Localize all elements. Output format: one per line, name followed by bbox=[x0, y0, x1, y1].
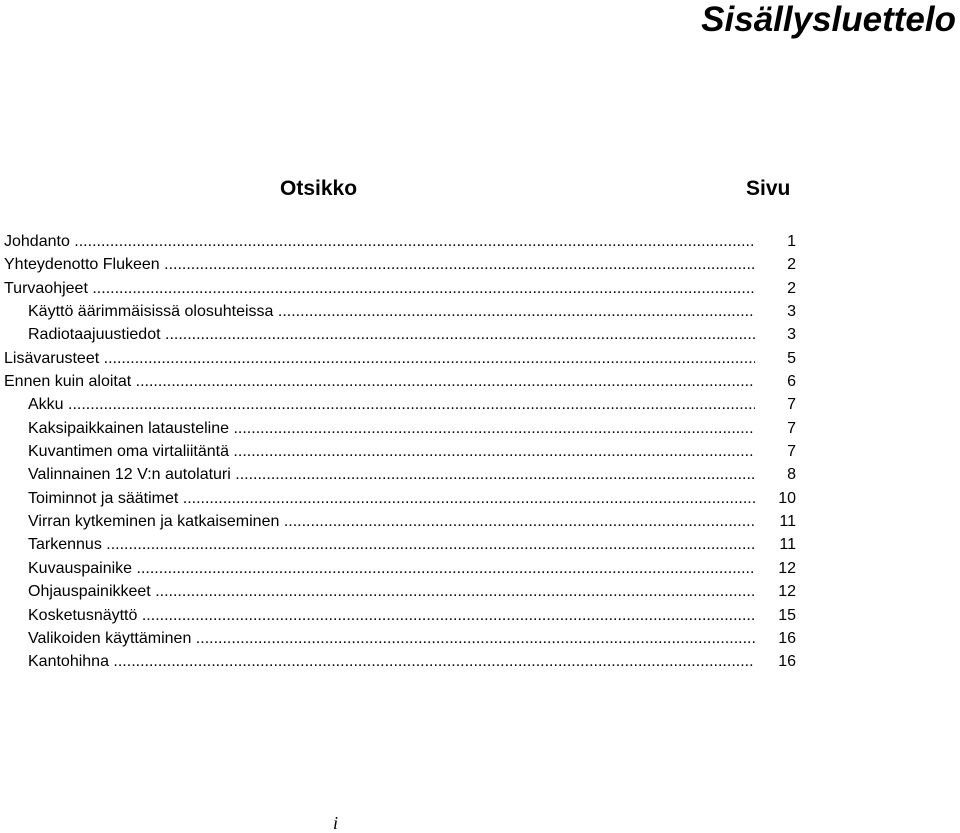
toc-entry-title: Kuvauspainike ..... bbox=[28, 557, 755, 580]
toc-entry-page-number: 3 bbox=[787, 326, 796, 344]
toc-entry-title: Kosketusnäyttö ..... bbox=[28, 604, 755, 627]
toc-entry-title: Yhteydenotto Flukeen ..... bbox=[4, 253, 755, 276]
toc-entry[interactable] bbox=[0, 627, 960, 650]
toc-entry-title: Valikoiden käyttäminen ..... bbox=[28, 627, 755, 650]
toc-entry[interactable] bbox=[0, 370, 960, 393]
column-header-title: Otsikko bbox=[280, 177, 358, 200]
toc-entry-title: Tarkennus ..... bbox=[28, 533, 755, 556]
toc-entry-page-number: 2 bbox=[787, 279, 796, 297]
toc-entry[interactable] bbox=[0, 347, 960, 370]
toc-entry-page-number: 11 bbox=[779, 513, 796, 531]
toc-entry-page-number: 2 bbox=[787, 256, 796, 274]
toc-entry-title: Akku ..... bbox=[28, 393, 755, 416]
footer-page-number: i bbox=[333, 813, 339, 833]
page-title: Sisällysluettelo bbox=[701, 0, 956, 39]
toc-entry-page-number: 6 bbox=[787, 373, 796, 391]
toc-entry[interactable] bbox=[0, 463, 960, 486]
toc-entry[interactable] bbox=[0, 393, 960, 416]
toc-entry-title: Lisävarusteet ..... bbox=[4, 347, 755, 370]
toc-entry-title: Johdanto ..... bbox=[4, 230, 755, 253]
toc-entry-page-number: 7 bbox=[787, 443, 796, 461]
toc-entry-title: Ohjauspainikkeet ..... bbox=[28, 580, 755, 603]
toc-entry-page-number: 7 bbox=[787, 396, 796, 414]
table-of-contents bbox=[0, 230, 960, 674]
toc-entry-title: Kaksipaikkainen latausteline ..... bbox=[28, 417, 755, 440]
toc-entry[interactable] bbox=[0, 510, 960, 533]
toc-entry-page-number: 5 bbox=[787, 349, 796, 367]
column-header-page: Sivu bbox=[746, 177, 791, 200]
toc-entry-title: Kuvantimen oma virtaliitäntä ..... bbox=[28, 440, 755, 463]
toc-entry[interactable] bbox=[0, 277, 960, 300]
toc-entry[interactable] bbox=[0, 650, 960, 673]
toc-entry-title: Toiminnot ja säätimet ..... bbox=[28, 487, 755, 510]
toc-entry[interactable] bbox=[0, 440, 960, 463]
toc-entry[interactable] bbox=[0, 323, 960, 346]
toc-entry-title: Käyttö äärimmäisissä olosuhteissa ..... bbox=[28, 300, 755, 323]
toc-entry-page-number: 16 bbox=[778, 629, 796, 647]
toc-entry-title: Virran kytkeminen ja katkaiseminen ..... bbox=[28, 510, 755, 533]
toc-entry[interactable] bbox=[0, 417, 960, 440]
toc-entry-title: Radiotaajuustiedot ..... bbox=[28, 323, 755, 346]
toc-entry[interactable] bbox=[0, 533, 960, 556]
toc-entry-title: Ennen kuin aloitat ..... bbox=[4, 370, 755, 393]
toc-entry-page-number: 8 bbox=[787, 466, 796, 484]
toc-entry-title: Valinnainen 12 V:n autolaturi ..... bbox=[28, 463, 755, 486]
toc-entry-page-number: 10 bbox=[778, 489, 796, 507]
toc-entry[interactable] bbox=[0, 604, 960, 627]
toc-entry-page-number: 12 bbox=[778, 583, 796, 601]
toc-entry-title: Kantohihna ..... bbox=[28, 650, 755, 673]
toc-entry[interactable] bbox=[0, 300, 960, 323]
toc-entry[interactable] bbox=[0, 487, 960, 510]
toc-entry-page-number: 3 bbox=[787, 303, 796, 321]
toc-entry[interactable] bbox=[0, 230, 960, 253]
toc-entry-page-number: 12 bbox=[778, 559, 796, 577]
toc-entry-title: Turvaohjeet ..... bbox=[4, 277, 755, 300]
toc-entry-page-number: 15 bbox=[778, 606, 796, 624]
toc-entry[interactable] bbox=[0, 253, 960, 276]
toc-entry-page-number: 11 bbox=[779, 536, 796, 554]
toc-entry-page-number: 7 bbox=[787, 419, 796, 437]
toc-entry[interactable] bbox=[0, 557, 960, 580]
toc-entry-page-number: 16 bbox=[778, 653, 796, 671]
toc-entry[interactable] bbox=[0, 580, 960, 603]
toc-entry-page-number: 1 bbox=[787, 233, 796, 250]
